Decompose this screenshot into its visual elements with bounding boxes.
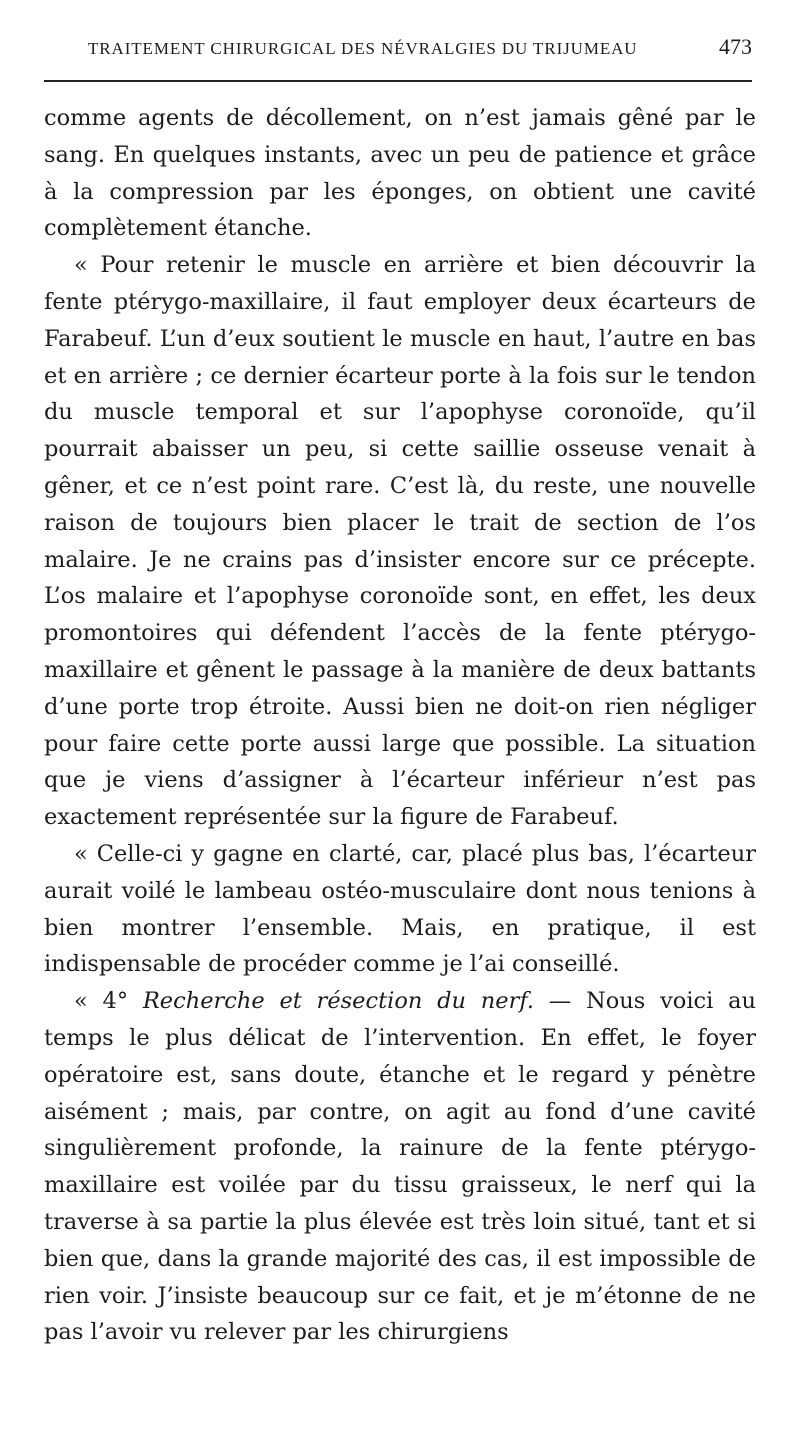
paragraph-3-text: « Celle-ci y gagne en clarté, car, placé plus bas, l’écarteur aurait voilé le lambeau ostéo-musculaire dont nous tenions à bien montrer l’ensemble. Mais, en pratique, il est indispensable de procéder comme je l’ai conseillé.	[44, 840, 756, 978]
body-text	[44, 100, 756, 1351]
paragraph-2	[44, 247, 756, 836]
paragraph-4-lead: « 4°	[74, 988, 143, 1015]
paragraph-4-text: — Nous voici au temps le plus délicat de l’intervention. En effet, le foyer opératoire est, sans doute, étanche et le regard y pénètre aisément ; mais, par contre, on agit au fond d’une cavité singulièrement profonde, la rainure de la fente ptérygo-maxillaire est voilée par du tissu graisseux, le nerf qui la traverse à sa partie la plus élevée est très loin situé, tant et si bien que, dans la grande majorité des cas, il est impossible de rien voir. J’insiste beaucoup sur ce fait, et je m’étonne de ne pas l’avoir vu relever par les chirurgiens	[44, 988, 756, 1346]
page-number: 473	[719, 34, 752, 59]
running-title: TRAITEMENT CHIRURGICAL DES NÉVRALGIES DU TRIJUMEAU	[88, 39, 638, 58]
paragraph-3	[44, 836, 756, 983]
running-header	[88, 34, 752, 64]
paragraph-1-text: comme agents de décollement, on n’est jamais gêné par le sang. En quelques instants, avec un peu de patience et grâce à la compression par les éponges, on obtient une cavité complètement étanche.	[44, 105, 756, 242]
paragraph-4	[44, 983, 756, 1351]
section-heading-italic: Recherche et résection du nerf.	[142, 988, 535, 1015]
header-rule	[44, 80, 752, 82]
paragraph-2-text: « Pour retenir le muscle en arrière et bien découvrir la fente ptérygo-maxillaire, il faut employer deux écarteurs de Farabeuf. L’un d’eux soutient le muscle en haut, l’autre en bas et en arrière ; ce dernier écarteur porte à la fois sur le tendon du muscle temporal et sur l’apophyse coronoïde, qu’il pourrait abaisser un peu, si cette saillie osseuse venait à gêner, et ce n’est point rare. C’est là, du reste, une nouvelle raison de toujours bien placer le trait de section de l’os malaire. Je ne crains pas d’insister encore sur ce précepte. L’os malaire et l’apophyse coronoïde sont, en effet, les deux promontoires qui défendent l’accès de la fente ptérygo-maxillaire et gênent le passage à la manière de deux battants d’une porte trop étroite. Aussi bien ne doit-on rien négliger pour faire cette porte aussi large que possible. La situation que je viens d’assigner à l’écarteur inférieur n’est pas exactement représentée sur la figure de Farabeuf.	[44, 252, 756, 831]
paragraph-1	[44, 100, 756, 247]
